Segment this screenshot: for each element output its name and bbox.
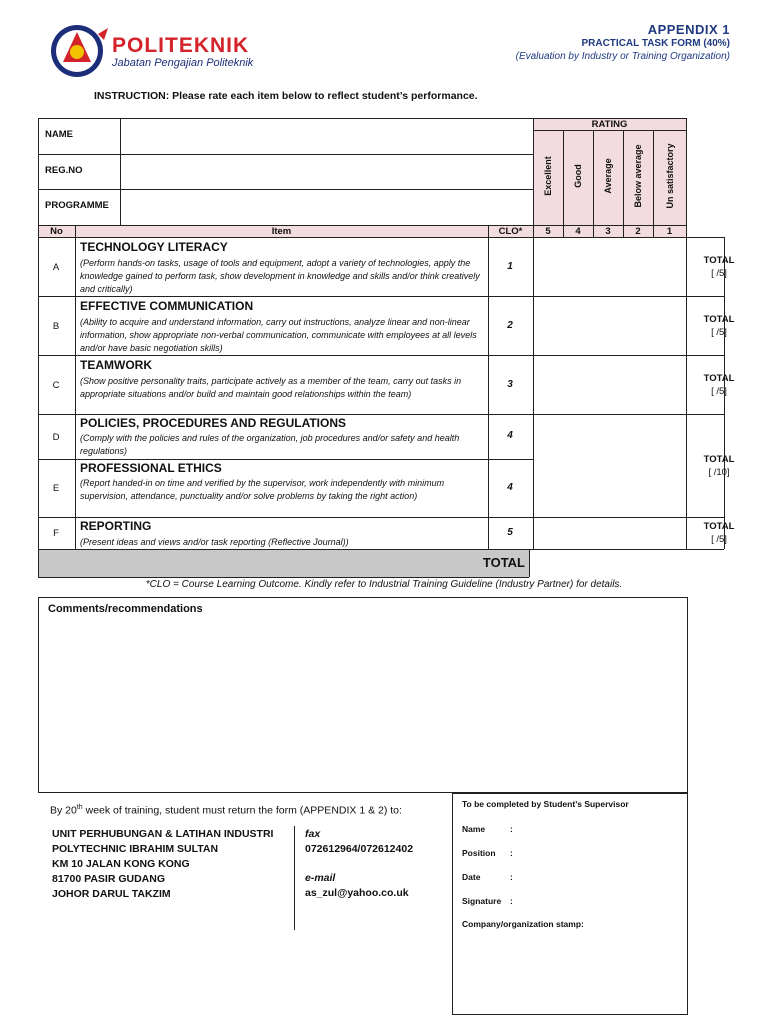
rating-value-1: 1 [666,226,673,237]
return-instruction: By 20th week of training, student must return the form (APPENDIX 1 & 2) to: [50,804,402,817]
item-title-b: EFFECTIVE COMMUNICATION [80,299,254,313]
rating-cell-c[interactable] [534,356,686,414]
appendix-label: APPENDIX 1 [647,22,730,37]
email-label: e-mail [305,872,336,884]
address-line-5: JOHOR DARUL TAKZIM [52,888,171,900]
address-divider [294,826,295,930]
rating-cell-b[interactable] [534,297,686,355]
clo-d: 4 [507,430,513,441]
clo-e: 4 [507,482,513,493]
regno-label: REG.NO [45,165,83,176]
form-title: PRACTICAL TASK FORM (40%) [581,38,730,49]
grand-total-label: TOTAL [482,555,525,570]
total-value-de[interactable]: [ /10] [708,467,730,478]
total-label-f: TOTAL [703,521,735,532]
name-field[interactable] [121,119,532,154]
item-desc-b: (Ability to acquire and understand information, carry out instructions, analyze linear and non-linear information, show appropriate non-verbal communication, communicate with employees at all levels and/or have basic negotiation skills) [80,317,477,353]
rating-label-below-average: Below average [633,144,643,208]
politeknik-logo [46,22,112,80]
comments-title: Comments/recommendations [48,603,203,615]
item-title-c: TEAMWORK [80,358,152,372]
row-no-b: B [52,321,60,332]
total-label-b: TOTAL [703,314,735,325]
supervisor-signature-label: Signature [462,896,502,906]
clo-c: 3 [507,379,513,390]
rating-value-5: 5 [545,226,551,237]
rating-value-4: 4 [575,226,581,237]
fax-label: fax [305,828,321,840]
email-address[interactable]: as_zul@yahoo.co.uk [305,887,409,899]
clo-footnote: *CLO = Course Learning Outcome. Kindly refer to Industrial Training Guideline (Industry Partner) for details. [145,579,623,590]
total-label-de: TOTAL [703,454,735,465]
programme-label: PROGRAMME [45,200,109,211]
supervisor-date-label: Date [462,872,481,882]
item-desc-f: (Present ideas and views and/or task reporting (Reflective Journal)) [80,537,349,547]
rating-cell-d[interactable] [534,415,686,459]
address-line-2: POLYTECHNIC IBRAHIM SULTAN [52,843,219,855]
supervisor-title: To be completed by Student’s Supervisor [462,799,629,809]
item-desc-a: (Perform hands-on tasks, usage of tools and equipment, adopt a variety of technologies, apply the knowledge gained to perform task, show development in knowledge and skills and/or think creatively and critically) [80,258,480,294]
item-title-f: REPORTING [80,519,152,533]
row-no-d: D [52,432,60,443]
total-value-c[interactable]: [ /5] [711,386,727,397]
item-desc-e: (Report handed-in on time and verified by the supervisor, work independently with minimum supervision, attendance, punctuality and/or solve problems by taking the right action) [80,478,445,501]
form-subtitle: (Evaluation by Industry or Training Organization) [515,51,730,62]
supervisor-stamp-label: Company/organization stamp: [462,919,584,929]
rating-cell-a[interactable] [534,238,686,296]
clo-f: 5 [507,527,513,538]
supervisor-signature-colon: : [510,896,513,906]
item-desc-c: (Show positive personality traits, participate actively as a member of the team, carry out tasks in appropriate situations and/or build and maintain good relationships within the team) [80,376,462,399]
rating-label-average: Average [603,158,613,194]
row-no-f: F [53,528,59,539]
rating-cell-f[interactable] [534,518,686,549]
address-line-3: KM 10 JALAN KONG KONG [52,858,190,870]
row-no-c: C [52,380,60,391]
row-no-e: E [52,483,60,494]
col-no-header: No [50,226,63,237]
rating-label-unsatisfactory: Un satisfactory [665,143,675,209]
comments-box[interactable] [38,597,688,793]
programme-field[interactable] [121,190,532,225]
name-label: NAME [45,129,73,140]
rating-value-3: 3 [605,226,611,237]
rating-label-excellent: Excellent [543,156,553,196]
rating-title: RATING [591,119,628,130]
supervisor-date-colon: : [510,872,513,882]
clo-a: 1 [507,261,513,272]
supervisor-name-label: Name [462,824,486,834]
regno-field[interactable] [121,155,532,189]
total-value-a[interactable]: [ /5] [711,268,727,279]
rating-cell-e[interactable] [534,460,686,517]
logo-wordmark: POLITEKNIK [112,34,250,57]
col-clo-header: CLO* [498,226,523,237]
total-label-c: TOTAL [703,373,735,384]
item-desc-d: (Comply with the policies and rules of the organization, job procedures and/or safety and health regulations) [80,433,460,456]
instruction-text: INSTRUCTION: Please rate each item below to reflect student’s performance. [94,90,478,102]
total-value-b[interactable]: [ /5] [711,327,727,338]
row-no-a: A [52,262,60,273]
rating-label-good: Good [573,164,583,188]
item-title-e: PROFESSIONAL ETHICS [80,461,222,475]
supervisor-stamp-area[interactable] [462,932,680,1008]
fax-number: 072612964/072612402 [305,843,414,855]
total-label-a: TOTAL [703,255,735,266]
address-line-4: 81700 PASIR GUDANG [52,873,166,885]
item-title-d: POLICIES, PROCEDURES AND REGULATIONS [80,416,347,430]
supervisor-name-colon: : [510,824,513,834]
supervisor-position-colon: : [510,848,513,858]
address-line-1: UNIT PERHUBUNGAN & LATIHAN INDUSTRI [52,828,274,840]
clo-b: 2 [507,320,513,331]
logo-subtitle: Jabatan Pengajian Politeknik [112,57,254,69]
col-item-header: Item [271,226,292,237]
total-value-f[interactable]: [ /5] [711,534,727,545]
rating-value-2: 2 [635,226,641,237]
supervisor-position-label: Position [462,848,496,858]
item-title-a: TECHNOLOGY LITERACY [80,240,228,254]
